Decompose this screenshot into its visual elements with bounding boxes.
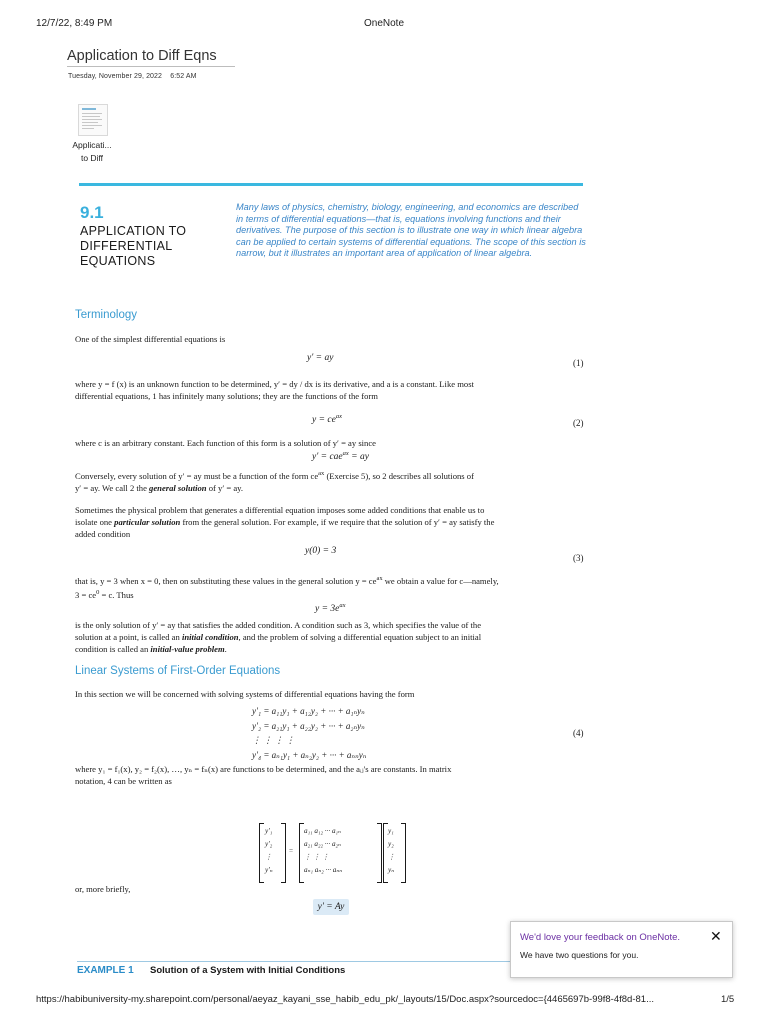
equation-3: y(0) = 3	[305, 546, 337, 556]
paragraph-line: solution at a point, is called an initial condition, and the problem of solving a differential equation subject to an initial	[75, 632, 482, 642]
feedback-subtitle: We have two questions for you.	[520, 950, 639, 960]
equation-system	[252, 704, 412, 762]
page-title-area	[67, 48, 235, 67]
paragraph-line: condition is called an initial-value problem.	[75, 644, 227, 654]
close-icon[interactable]: ✕	[710, 928, 722, 944]
paragraph: or, more briefly,	[75, 884, 131, 894]
matrix-rhs-vector: y₁ y₂ ⋮ yₙ	[388, 827, 396, 874]
print-page-count: 1/5	[721, 994, 735, 1005]
embedded-document-page	[67, 183, 595, 996]
section-title-line: EQUATIONS	[80, 253, 156, 268]
page-date	[68, 73, 197, 80]
system-line: y′₄ = aₙ₁y₁ + aₙ₂y₂ + ··· + aₙₙyₙ	[252, 749, 367, 760]
paragraph-line: added condition	[75, 529, 131, 539]
matrix-lhs-vector: y′₁ y′₂ ⋮ y′ₙ	[265, 827, 273, 874]
matrix-bracket	[281, 823, 286, 883]
print-app-name: OneNote	[363, 18, 405, 29]
linear-systems-heading: Linear Systems of First-Order Equations	[75, 665, 281, 677]
paragraph	[75, 573, 595, 601]
print-datetime: 12/7/22, 8:49 PM	[36, 18, 113, 29]
matrix-bracket	[377, 823, 382, 883]
paragraph	[75, 619, 595, 655]
paragraph-line: where y₁ = f₁(x), y₂ = f₂(x), …, yₙ = fₙ(x) are functions to be determined, and the aᵢⱼ's are constants. In matrix	[75, 764, 452, 774]
page-title[interactable]: Application to Diff Eqns	[67, 48, 217, 64]
equation-brief: y′ = Ay	[313, 899, 349, 915]
equation-number: (3)	[573, 553, 584, 563]
paragraph	[75, 763, 595, 787]
section-title	[80, 224, 220, 268]
matrix-bracket	[259, 823, 264, 883]
attachment-name-line2: to Diff	[80, 153, 104, 163]
paragraph-line: where y = f (x) is an unknown function to be determined, y′ = dy / dx is its derivative, and a is a constant. Like most	[75, 379, 474, 389]
paragraph-line: isolate one particular solution from the general solution. For example, if we require that the solution of y′ = ay satisfy the	[75, 517, 495, 527]
page-date-day: Tuesday, November 29, 2022	[68, 73, 163, 80]
section-number: 9.1	[80, 203, 104, 222]
equation-number: (1)	[573, 358, 584, 368]
example-label: EXAMPLE 1	[77, 965, 134, 976]
section-title-line: APPLICATION TO	[80, 224, 187, 238]
system-line: y′₂ = a₂₁y₁ + a₂₂y₂ + ··· + a₂ₙyₙ	[252, 720, 365, 731]
section-intro: Many laws of physics, chemistry, biology, engineering, and economics are described in terms of differential equations—that is, equations involving functions and their derivatives. The purpose of this section is to illustrate one way in which linear algebra can be applied to certain systems of differential equations. The scope of this section is narrow, but it illustrates an important area of application of linear algebra.	[236, 202, 586, 259]
matrix-bracket	[401, 823, 406, 883]
equation-thus: $y = 3e^{ax}$	[315, 602, 346, 615]
example-rule	[77, 961, 583, 962]
paragraph: In this section we will be concerned with solving systems of differential equations having the form	[75, 689, 415, 699]
paragraph: where c is an arbitrary constant. Each function of this form is a solution of y′ = ay since	[75, 438, 376, 448]
equation-number: (4)	[573, 728, 584, 738]
paragraph	[75, 504, 595, 540]
feedback-popup[interactable]	[510, 921, 733, 978]
paragraph-line: $3 = ce^0 = c$. Thus	[75, 588, 134, 600]
page-date-time: 6:52 AM	[170, 73, 197, 80]
paragraph-line: Sometimes the physical problem that generates a differential equation imposes some added conditions that enable us to	[75, 505, 485, 515]
paragraph-line: that is, y = 3 when x = 0, then on substituting these values in the general solution $y = ce^{ax}$ we obtain a value for c—namely,	[75, 575, 499, 586]
example-title: Solution of a System with Initial Conditions	[150, 965, 346, 976]
system-line: y′₁ = a₁₁y₁ + a₁₂y₂ + ··· + a₁ₙyₙ	[252, 706, 365, 716]
paragraph	[75, 468, 595, 494]
terminology-heading: Terminology	[75, 309, 137, 321]
equation-since: y′ = cae$^{ax}$ = ay	[312, 450, 369, 463]
matrix-coefficients: a₁₁ a₁₂ ··· a₁ₙ a₂₁ a₂₂ ··· a₂ₙ ⋮ ⋮ ⋮ aₙ₁ aₙ₂ ··· aₙₙ	[304, 827, 343, 874]
section-title-line: DIFFERENTIAL	[80, 238, 173, 253]
matrix-equals: =	[289, 847, 294, 855]
attachment-name-line1: Applicati...	[72, 140, 112, 150]
equation-2: $y = ce^{ax}$	[312, 413, 342, 426]
paragraph-line: is the only solution of y′ = ay that satisfies the added condition. A condition such as 3, which specifies the value of the	[75, 620, 482, 630]
system-line: ⋮ ⋮ ⋮ ⋮	[252, 735, 295, 745]
paragraph: One of the simplest differential equations is	[75, 334, 226, 344]
matrix-equation	[259, 823, 409, 881]
print-url: https://habibuniversity-my.sharepoint.com/personal/aeyaz_kayani_sse_habib_edu_pk/_layouts/15/Doc.aspx?sourcedoc={4465697b-99f8-4f8d-81...	[36, 994, 654, 1005]
section-top-rule	[79, 183, 583, 186]
equation-1: y′ = ay	[307, 353, 334, 363]
equation-number: (2)	[573, 418, 584, 428]
paragraph-line: notation, 4 can be written as	[75, 776, 172, 786]
document-thumbnail-icon[interactable]	[78, 104, 108, 136]
feedback-title[interactable]: We'd love your feedback on OneNote.	[520, 932, 681, 943]
attachment-name[interactable]	[60, 139, 124, 165]
paragraph-line: Conversely, every solution of y′ = ay must be a function of the form $ce^{ax}$ (Exercise 5), so 2 describes all solutions of	[75, 470, 474, 481]
paragraph-line: differential equations, 1 has infinitely many solutions; they are the functions of the form	[75, 391, 378, 401]
paragraph	[75, 378, 595, 402]
paragraph-line: y′ = ay. We call 2 the general solution of y′ = ay.	[75, 482, 244, 493]
